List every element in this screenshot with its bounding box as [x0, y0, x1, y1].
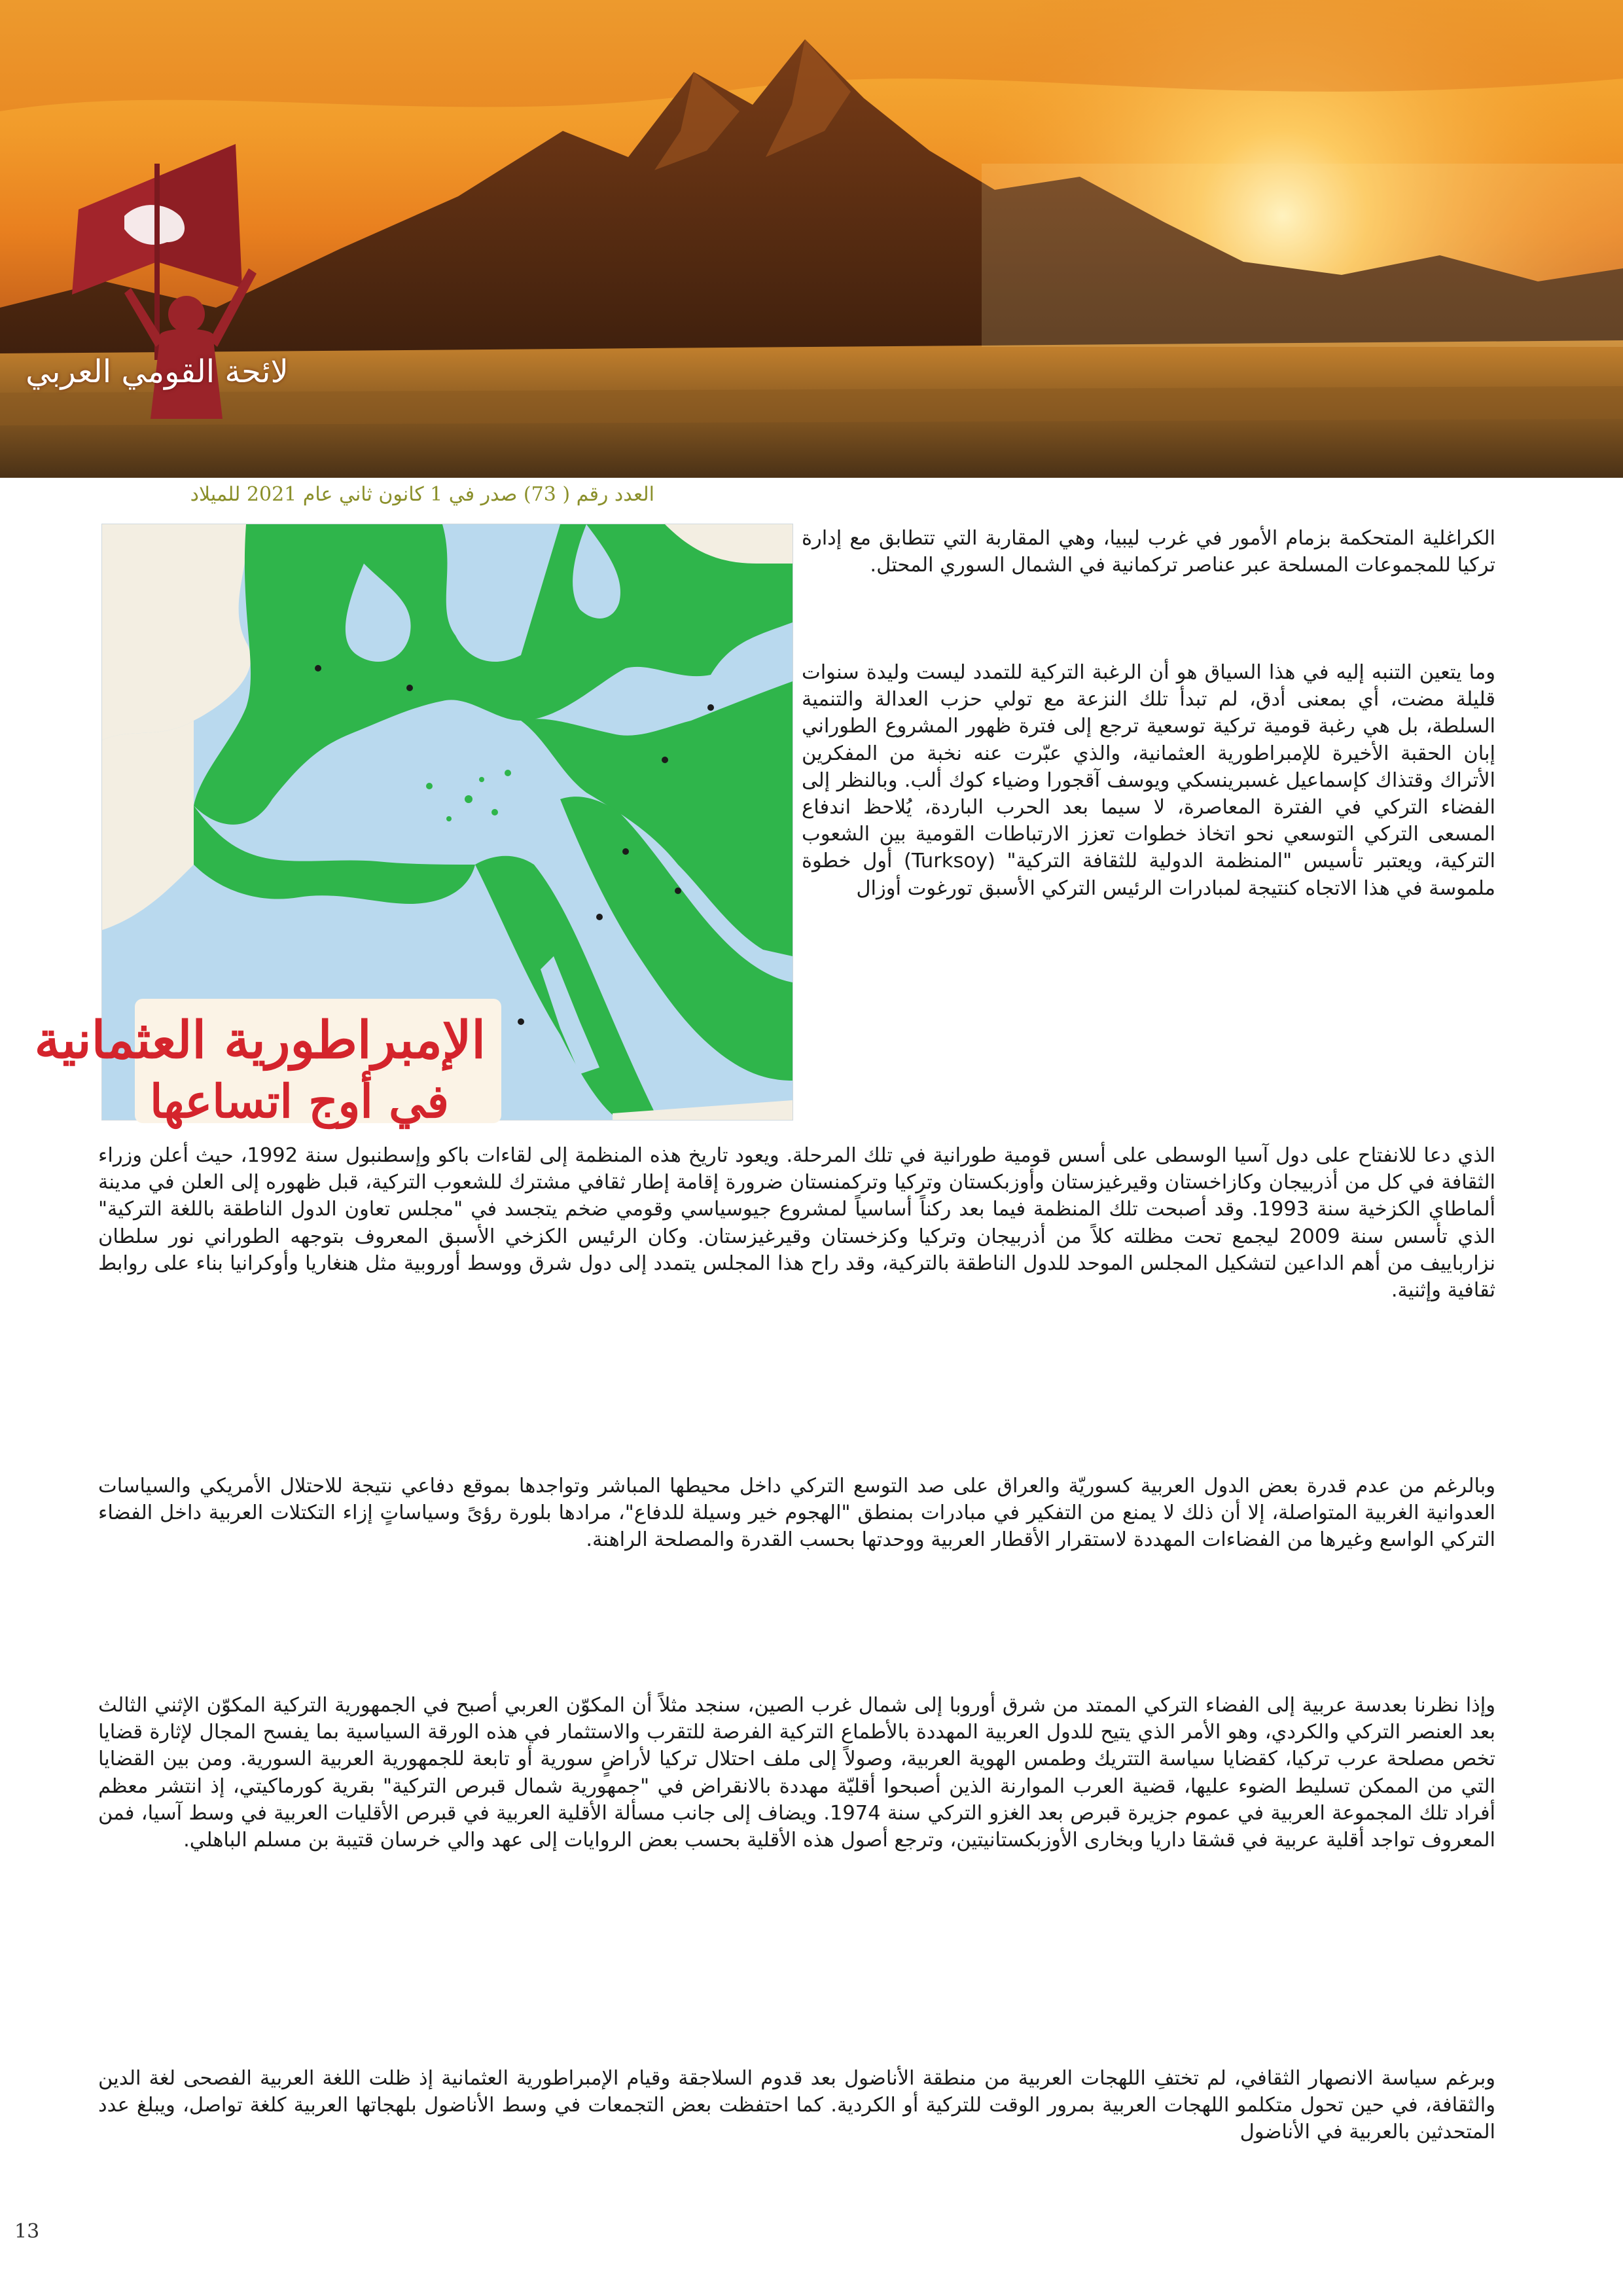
article-paragraph-1: الكراغلية المتحكمة بزمام الأمور في غرب ليبيا، وهي المقاربة التي تتطابق مع إدارة تركيا للمجموعات المسلحة عبر عناصر تركمانية في الشمال السوري المحتل. — [802, 527, 1495, 577]
article-paragraph-5: وبرغم سياسة الانصهار الثقافي، لم تختفِ اللهجات العربية من منطقة الأناضول بعد قدوم السلاجقة وقيام الإمبراطورية العثمانية إذ ظلت اللغة العربية الفصحى لغة الدين والثقافة، في حين تحول متكلمو اللهجات العربية بمرور الوقت للتركية أو الكردية. كما احتفظت بعض التجمعات في وسط الأناضول بلهجاتها العربية كلغة تواصل، ويبلغ عدد المتحدثين بالعربية في الأناضول — [98, 2067, 1495, 2144]
article-paragraph-2a: وما يتعين التنبه إليه في هذا السياق هو أن الرغبة التركية للتمدد ليست وليدة سنوات قليلة مضت، أي بمعنى أدق، لم تبدأ تلك النزعة مع تولي حزب العدالة والتنمية السلطة، بل هي رغبة قومية تركية توسعية ترجع إلى فترة ظهور المشروع الطوراني إبان الحقبة الأخيرة للإمبراطورية العثمانية، والذي عبّرت عنه نخبة من المفكرين الأتراك وقتذاك كإسماعيل غسبرينسكي ويوسف آقجورا وضياء كوك ألب. وبالنظر إلى الفضاء التركي في الفترة المعاصرة، لا سيما بعد الحرب الباردة، يُلاحظ اندفاع المسعى التركي التوسعي نحو اتخاذ خطوات تعزز الارتباطات القومية بين الشعوب التركية، ويعتبر تأسيس "المنظمة الدولية للثقافة التركية" (Turksoy) أول خطوة ملموسة في هذا الاتجاه كنتيجة لمبادرات الرئيس التركي الأسبق تورغوت أوزال — [802, 661, 1496, 900]
issue-line: العدد رقم ( 73) صدر في 1 كانون ثاني عام 2021 للميلاد — [190, 483, 654, 506]
map-caption-box — [34, 999, 501, 1128]
header-banner — [0, 0, 1623, 478]
map-caption-subtitle: في أوج اتساعها — [149, 1074, 449, 1128]
article-paragraph-3: وبالرغم من عدم قدرة بعض الدول العربية كسوريّة والعراق على صد التوسع التركي داخل محيطها المباشر وتواجدها بموقع دفاعي نتيجة للاحتلال الأمريكي والسياسات العدوانية الغربية المتواصلة، إلا أن ذلك لا يمنع من التفكير في مبادرات بمنطق "الهجوم خير وسيلة للدفاع"، مرادها بلورة رؤىً وسياساتٍ إزاء التكتلات العربية داخل الفضاء التركي الواسع وغيرها من الفضاءات المهددة لاستقرار الأقطار العربية ووحدتها بحسب القدرة والمصلحة الراهنة. — [98, 1475, 1495, 1552]
ottoman-empire-map — [34, 524, 793, 1128]
map-caption-title: الإمبراطورية العثمانية — [34, 1011, 486, 1070]
article-paragraph-4: وإذا نظرنا بعدسة عربية إلى الفضاء التركي الممتد من شرق أوروبا إلى شمال غرب الصين، سنجد مثلاً أن المكوّن العربي أصبح في الجمهورية التركية المكوّن الإثني الثالث بعد العنصر التركي والكردي، وهو الأمر الذي يتيح للدول العربية المهددة بالأطماع التركية الفرصة للتقرب والاستثمار في هذه الورقة السياسية بما يفسح المجال لإثارة قضايا تخص مصلحة عرب تركيا، كقضايا سياسة التتريك وطمس الهوية العربية، وصولاً إلى ملف احتلال تركيا لأراضٍ سورية أو تابعة للجمهورية العربية السورية. ومن بين القضايا التي من الممكن تسليط الضوء عليها، قضية العرب الموارنة الذين أصبحوا أقليّة مهددة بالانقراض في "جمهورية شمال قبرص التركية" بقرية كورماكيتي، إذ انتشر معظم أفراد تلك المجموعة العربية في عموم جزيرة قبرص بعد الغزو التركي سنة 1974. ويضاف إلى جانب مسألة الأقلية العربية في قبرص الأقليات العربية في وسط آسيا، فمن المعروف تواجد أقلية عربية في قشقا داريا وبخارى الأوزبكستانيتين، وترجع أصول هذه الأقلية بحسب بعض الروايات إلى عهد والي خرسان قتيبة بن مسلم الباهلي. — [98, 1694, 1495, 1852]
article-paragraph-2b: الذي دعا للانفتاح على دول آسيا الوسطى على أسس قومية طورانية في تلك المرحلة. ويعود تاريخ هذه المنظمة إلى لقاءات باكو وإسطنبول سنة 1992، حيث أعلن وزراء الثقافة في كل من أذربيجان وكازاخستان وقيرغيزستان وأوزبكستان وتركيا وتركمنستان ضرورة إقامة إطار ثقافي مشترك للشعوب التركية، قبل ظهوره إلى العلن في مدينة ألماطاي الكزخية سنة 1993. وقد أصبحت تلك المنظمة فيما بعد ركناً أساسياً لمشروع جيوسياسي وقومي ضخم يتجسد في "مجلس تعاون الدول الناطقة باللغة التركية" الذي تأسس سنة 2009 ليجمع تحت مظلته كلاً من أذربيجان وتركيا وكزخستان وقيرغيزستان. وكان الرئيس الكزخي الأسبق المعروف بتوجهه الطوراني نور سلطان نزارباييف من أهم الداعين لتشكيل المجلس الموحد للدول الناطقة بالتركية، وقد راح هذا المجلس يتمدد إلى دول شرق ووسط أوروبية مثل هنغاريا وأوكرانيا بناء على روابط ثقافية وإثنية. — [98, 1144, 1495, 1302]
page-number: 13 — [14, 2220, 40, 2243]
brand-name: لائحة القومي العربي — [26, 353, 289, 390]
